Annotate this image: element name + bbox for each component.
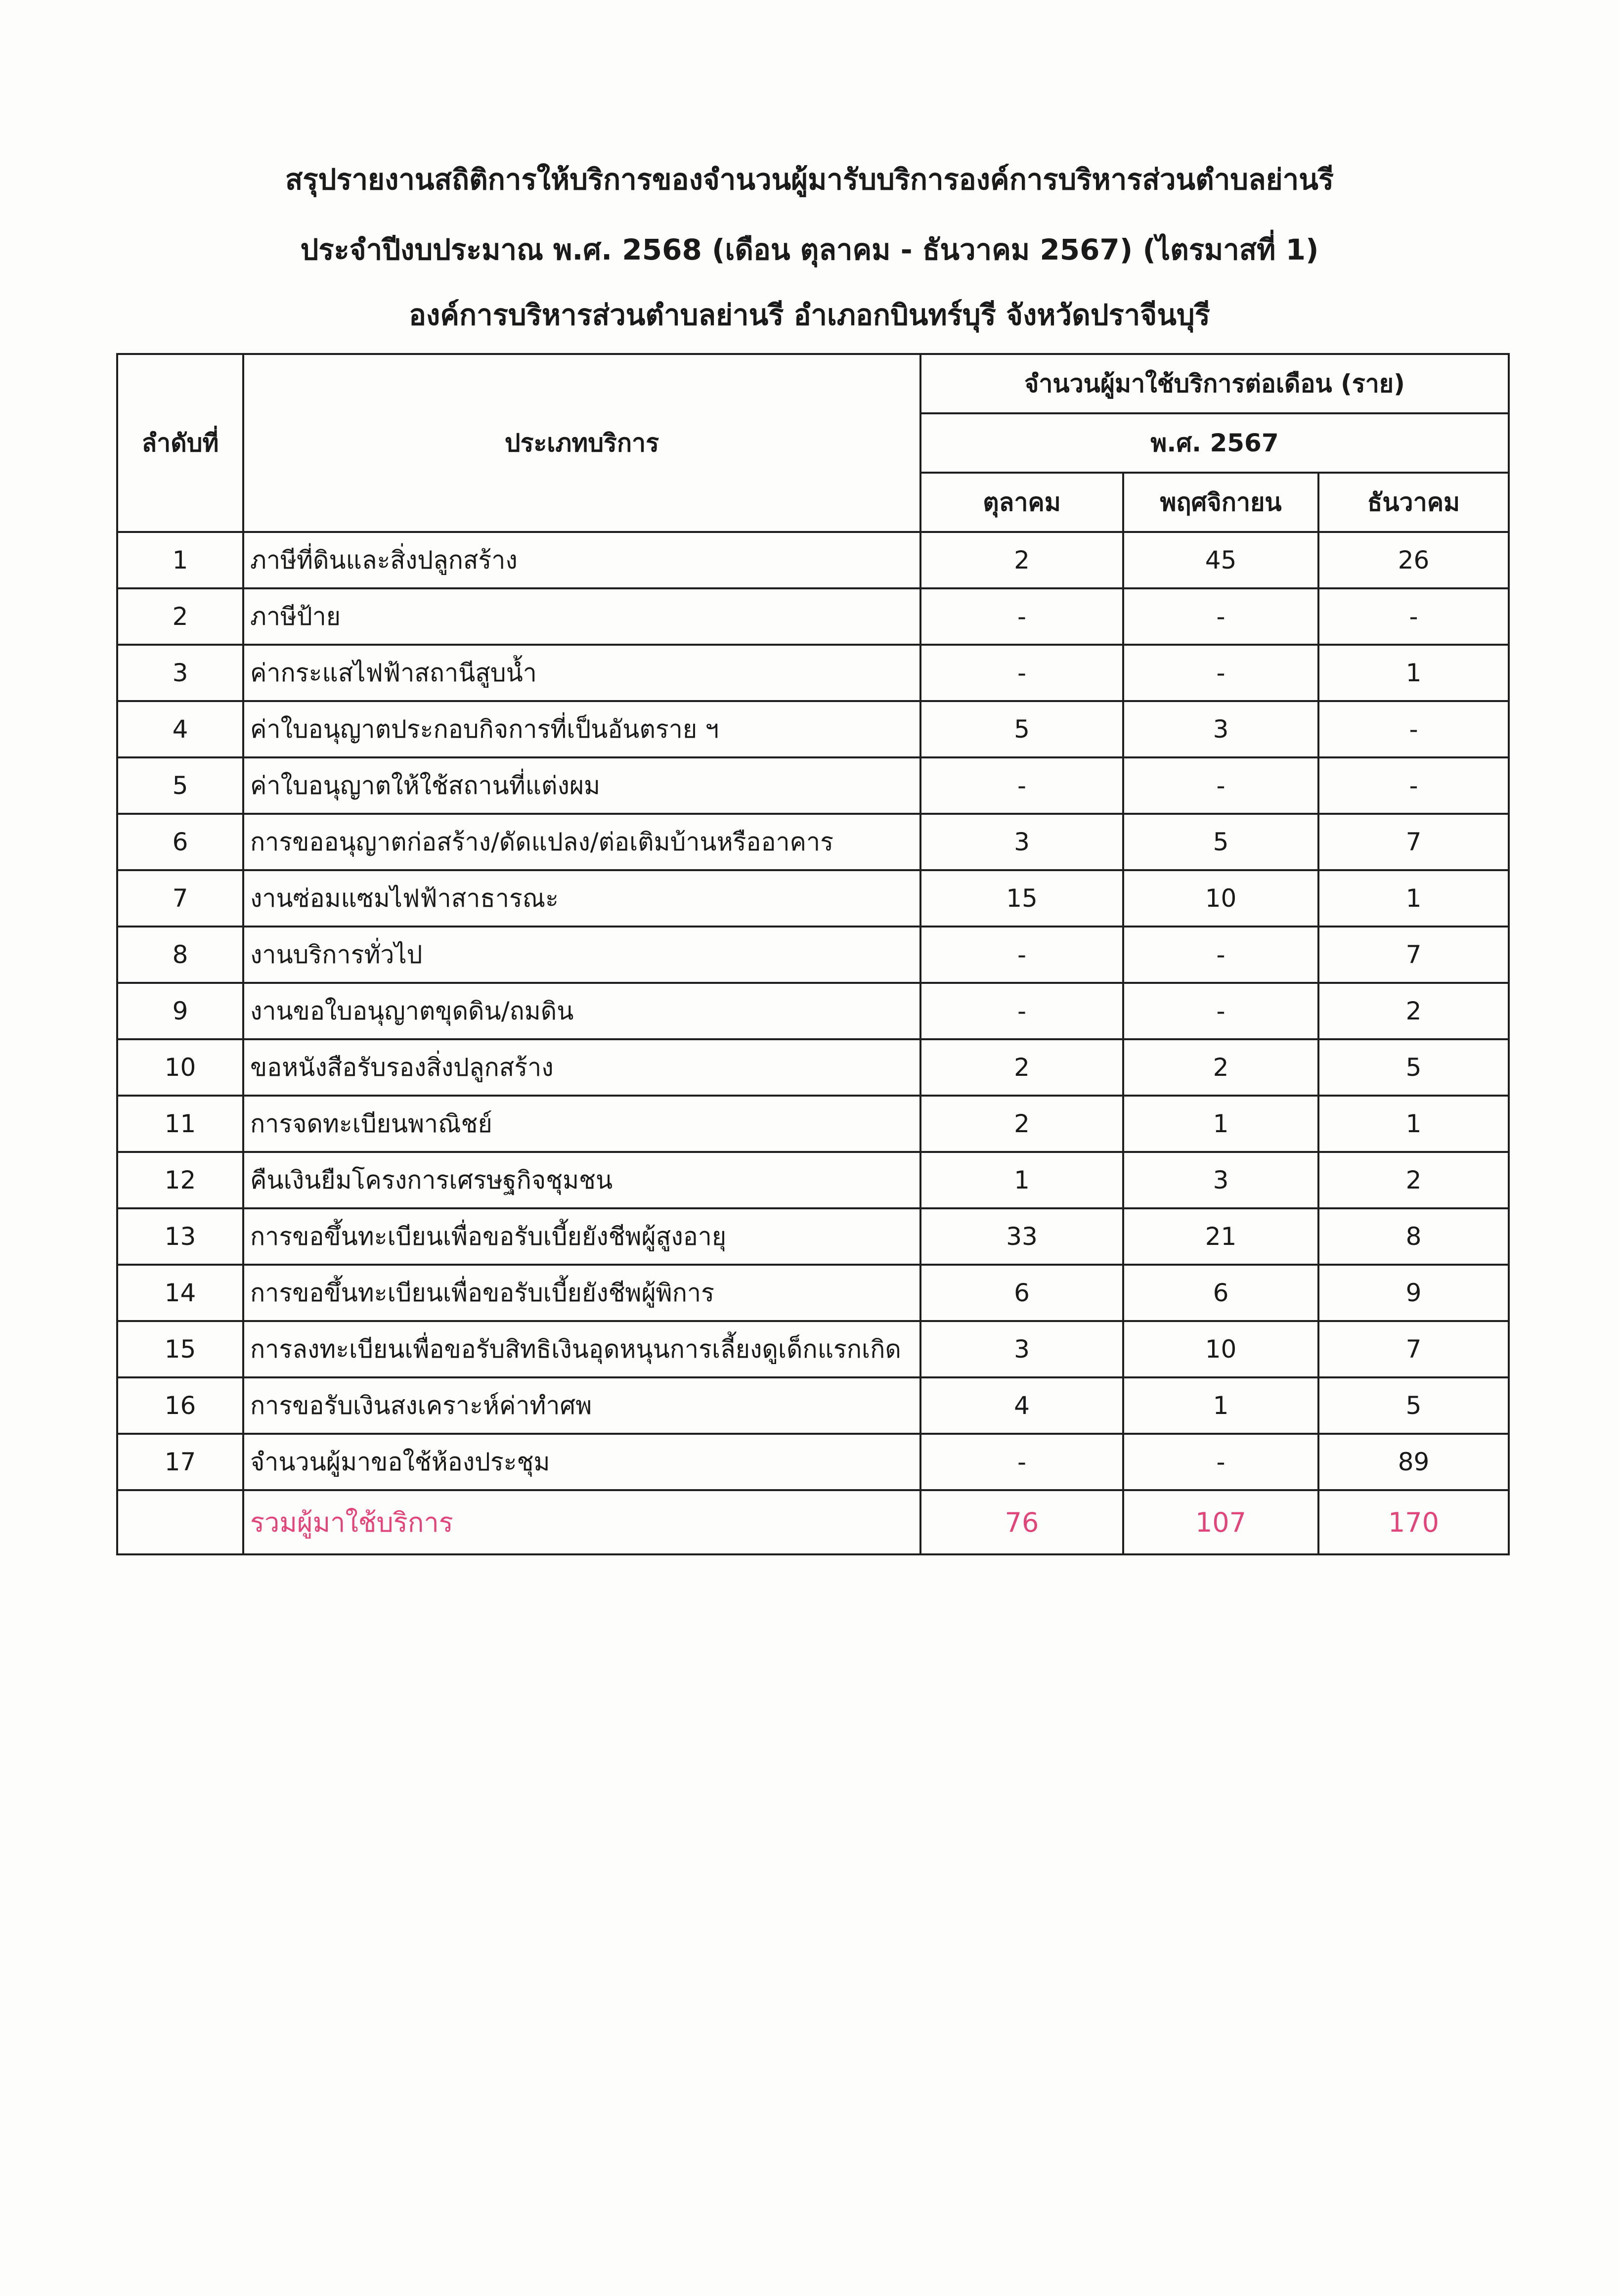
row-oct-count: - — [920, 645, 1123, 701]
row-oct-count: - — [920, 757, 1123, 814]
row-oct-count: 2 — [920, 532, 1123, 588]
row-number: 1 — [117, 532, 243, 588]
row-number: 14 — [117, 1265, 243, 1321]
row-oct-count: - — [920, 983, 1123, 1039]
row-nov-count: 10 — [1123, 870, 1318, 927]
row-nov-count: 3 — [1123, 701, 1318, 757]
table-row — [117, 701, 1509, 757]
row-dec-count: 5 — [1318, 1377, 1509, 1434]
row-dec-count: - — [1318, 757, 1509, 814]
row-number: 8 — [117, 927, 243, 983]
row-number: 9 — [117, 983, 243, 1039]
row-number: 15 — [117, 1321, 243, 1377]
row-oct-count: 5 — [920, 701, 1123, 757]
row-nov-count: 5 — [1123, 814, 1318, 870]
header-month-nov: พฤศจิกายน — [1123, 473, 1318, 532]
row-number: 10 — [117, 1039, 243, 1096]
row-number: 16 — [117, 1377, 243, 1434]
table-row — [117, 757, 1509, 814]
row-service-type: ภาษีป้าย — [243, 588, 920, 645]
row-dec-count: 7 — [1318, 927, 1509, 983]
header-year: พ.ศ. 2567 — [920, 413, 1509, 473]
row-nov-count: - — [1123, 645, 1318, 701]
header-order-number: ลำดับที่ — [117, 354, 243, 532]
row-oct-count: - — [920, 588, 1123, 645]
report-title: สรุปรายงานสถิติการให้บริการของจำนวนผู้มารับบริการองค์การบริหารส่วนตำบลย่านรี — [285, 163, 1334, 196]
row-oct-count: 2 — [920, 1039, 1123, 1096]
row-service-type: งานซ่อมแซมไฟฟ้าสาธารณะ — [243, 870, 920, 927]
table-row — [117, 1096, 1509, 1152]
row-oct-count: 15 — [920, 870, 1123, 927]
row-dec-count: - — [1318, 701, 1509, 757]
table-row — [117, 1321, 1509, 1377]
row-service-type: การลงทะเบียนเพื่อขอรับสิทธิเงินอุดหนุนการเลี้ยงดูเด็กแรกเกิด — [243, 1321, 920, 1377]
row-service-type: งานบริการทั่วไป — [243, 927, 920, 983]
row-service-type: ภาษีที่ดินและสิ่งปลูกสร้าง — [243, 532, 920, 588]
table-row — [117, 1377, 1509, 1434]
row-number: 17 — [117, 1434, 243, 1490]
table-row — [117, 1039, 1509, 1096]
table-row — [117, 1434, 1509, 1490]
row-dec-count: 9 — [1318, 1265, 1509, 1321]
row-number: 3 — [117, 645, 243, 701]
row-dec-count: 1 — [1318, 1096, 1509, 1152]
row-oct-count: - — [920, 927, 1123, 983]
table-row — [117, 1265, 1509, 1321]
row-service-type: ขอหนังสือรับรองสิ่งปลูกสร้าง — [243, 1039, 920, 1096]
table-row — [117, 1208, 1509, 1265]
row-nov-count: 45 — [1123, 532, 1318, 588]
row-dec-count: 1 — [1318, 645, 1509, 701]
total-dec: 170 — [1318, 1490, 1509, 1554]
row-nov-count: - — [1123, 1434, 1318, 1490]
table-row — [117, 983, 1509, 1039]
row-service-type: การขออนุญาตก่อสร้าง/ดัดแปลง/ต่อเติมบ้านหรืออาคาร — [243, 814, 920, 870]
row-nov-count: 6 — [1123, 1265, 1318, 1321]
row-nov-count: 10 — [1123, 1321, 1318, 1377]
row-oct-count: 3 — [920, 814, 1123, 870]
header-month-oct: ตุลาคม — [920, 473, 1123, 532]
row-dec-count: - — [1318, 588, 1509, 645]
row-oct-count: 33 — [920, 1208, 1123, 1265]
row-service-type: การขอรับเงินสงเคราะห์ค่าทำศพ — [243, 1377, 920, 1434]
row-number: 4 — [117, 701, 243, 757]
row-service-type: การขอขึ้นทะเบียนเพื่อขอรับเบี้ยยังชีพผู้สูงอายุ — [243, 1208, 920, 1265]
row-dec-count: 1 — [1318, 870, 1509, 927]
row-service-type: ค่ากระแสไฟฟ้าสถานีสูบน้ำ — [243, 645, 920, 701]
row-service-type: ค่าใบอนุญาตให้ใช้สถานที่แต่งผม — [243, 757, 920, 814]
row-nov-count: - — [1123, 983, 1318, 1039]
row-service-type: คืนเงินยืมโครงการเศรษฐกิจชุมชน — [243, 1152, 920, 1208]
table-row — [117, 532, 1509, 588]
row-oct-count: 4 — [920, 1377, 1123, 1434]
row-dec-count: 8 — [1318, 1208, 1509, 1265]
row-number: 6 — [117, 814, 243, 870]
total-label: รวมผู้มาใช้บริการ — [243, 1490, 920, 1554]
row-number: 11 — [117, 1096, 243, 1152]
row-service-type: การขอขึ้นทะเบียนเพื่อขอรับเบี้ยยังชีพผู้พิการ — [243, 1265, 920, 1321]
total-nov: 107 — [1123, 1490, 1318, 1554]
header-monthly-count: จำนวนผู้มาใช้บริการต่อเดือน (ราย) — [920, 354, 1509, 413]
row-service-type: ค่าใบอนุญาตประกอบกิจการที่เป็นอันตราย ฯ — [243, 701, 920, 757]
table-row — [117, 645, 1509, 701]
table-row — [117, 870, 1509, 927]
header-month-dec: ธันวาคม — [1318, 473, 1509, 532]
table-row — [117, 814, 1509, 870]
row-oct-count: 6 — [920, 1265, 1123, 1321]
total-row — [117, 1490, 1509, 1554]
row-nov-count: - — [1123, 588, 1318, 645]
row-number: 2 — [117, 588, 243, 645]
row-dec-count: 5 — [1318, 1039, 1509, 1096]
row-dec-count: 2 — [1318, 983, 1509, 1039]
row-oct-count: 2 — [920, 1096, 1123, 1152]
row-service-type: การจดทะเบียนพาณิชย์ — [243, 1096, 920, 1152]
row-dec-count: 7 — [1318, 1321, 1509, 1377]
row-number: 12 — [117, 1152, 243, 1208]
table-body — [117, 532, 1509, 1554]
row-dec-count: 26 — [1318, 532, 1509, 588]
header-service-type: ประเภทบริการ — [243, 354, 920, 532]
row-number: 5 — [117, 757, 243, 814]
total-row-empty-cell — [117, 1490, 243, 1554]
table-row — [117, 588, 1509, 645]
row-dec-count: 89 — [1318, 1434, 1509, 1490]
row-oct-count: 1 — [920, 1152, 1123, 1208]
row-number: 7 — [117, 870, 243, 927]
row-nov-count: 21 — [1123, 1208, 1318, 1265]
total-oct: 76 — [920, 1490, 1123, 1554]
report-period: ประจำปีงบประมาณ พ.ศ. 2568 (เดือน ตุลาคม - ธันวาคม 2567) (ไตรมาสที่ 1) — [300, 233, 1319, 266]
row-service-type: งานขอใบอนุญาตขุดดิน/ถมดิน — [243, 983, 920, 1039]
row-nov-count: 3 — [1123, 1152, 1318, 1208]
row-service-type: จำนวนผู้มาขอใช้ห้องประชุม — [243, 1434, 920, 1490]
row-nov-count: 1 — [1123, 1096, 1318, 1152]
row-nov-count: 1 — [1123, 1377, 1318, 1434]
row-oct-count: - — [920, 1434, 1123, 1490]
table-row — [117, 1152, 1509, 1208]
row-nov-count: - — [1123, 757, 1318, 814]
row-oct-count: 3 — [920, 1321, 1123, 1377]
row-nov-count: 2 — [1123, 1039, 1318, 1096]
service-statistics-table — [116, 353, 1510, 1555]
row-dec-count: 7 — [1318, 814, 1509, 870]
row-nov-count: - — [1123, 927, 1318, 983]
report-organization: องค์การบริหารส่วนตำบลย่านรี อำเภอกบินทร์บุรี จังหวัดปราจีนบุรี — [409, 298, 1210, 332]
table-row — [117, 927, 1509, 983]
row-number: 13 — [117, 1208, 243, 1265]
row-dec-count: 2 — [1318, 1152, 1509, 1208]
